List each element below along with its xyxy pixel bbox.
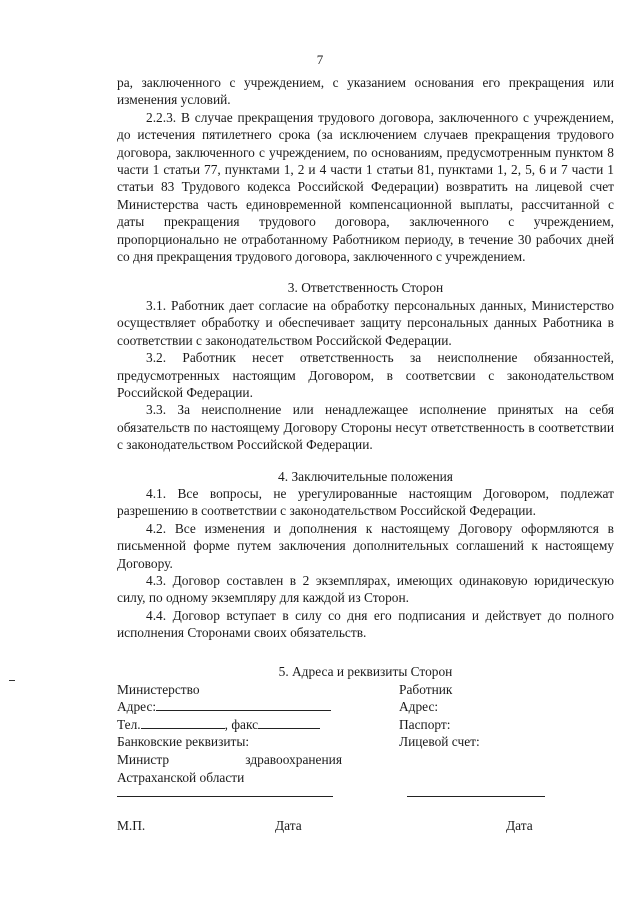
ministry-phone-label: Тел. [117,716,141,732]
worker-party-label: Работник [399,681,453,697]
ministry-party-label: Министерство [117,681,200,697]
worker-account-label: Лицевой счет: [399,734,480,750]
worker-address-label: Адрес: [399,699,439,715]
paragraph-4-1: 4.1. Все вопросы, не урегулированные настоящим Договором, подлежат разрешению в соответствии с законодательством Российской Федерации. [117,485,614,519]
document-body [117,74,614,642]
worker-requisites [399,681,614,751]
paragraph-3-1: 3.1. Работник дает согласие на обработку персональных данных, Министерство осуществляет обработку и обеспечивает защиту персональных данных Работника в соответствии с законодательством Российской Федерации. [117,297,614,348]
paragraph-continuation: ра, заключенного с учреждением, с указанием основания его прекращения или изменения условий. [117,75,614,108]
page-number: 7 [316,52,324,67]
paragraph-3-2: 3.2. Работник несет ответственность за неисполнение обязанностей, предусмотренных настоящим Договором, в соответсвии с законодательством Российской Федерации. [117,350,614,400]
worker-date-label: Дата [506,818,533,833]
section-3-title: 3. Ответственность Сторон [287,280,444,296]
paragraph-2-2-3: 2.2.3. В случае прекращения трудового договора, заключенного с учреждением, до истечения пятилетнего срока (за исключением случаев прекращения трудового договора, заключенного с учреждением, по основаниям, предусмотренным пунктом 8 части 1 статьи 77, пунктами 1, 2 и 4 части 1 статьи 81, пунктами 1, 2, 5, 6 и 7 части 1 статьи 83 Трудового кодекса Российской Федерации) возвратить на лицевой счет Министерства часть единовременной компенсационной выплаты, рассчитанной с даты прекращения трудового договора, заключенного с учреждением, пропорционально не отработанному Работником периоду, в течение 30 рабочих дней со дня прекращения трудового договора, заключенного с учреждением. [117,109,614,265]
stamp-label: М.П. [117,818,146,833]
paragraph-4-2: 4.2. Все изменения и дополнения к настоящему Договору оформляются в письменной форме путем заключения дополнительных соглашений к настоящему Договору. [117,520,614,571]
ministry-signer: Министр здравоохранения Астраханской области [117,751,342,785]
ministry-phone-blank [141,716,225,729]
section-5-title: 5. Адреса и реквизиты Сторон [278,664,453,679]
section-4-title: 4. Заключительные положения [278,468,453,484]
ministry-date-label: Дата [275,818,302,833]
worker-passport-label: Паспорт: [399,716,451,732]
ministry-address-label: Адрес: [117,699,157,715]
ministry-requisites [117,681,362,787]
ministry-signature-line [117,796,333,797]
ministry-fax-blank [258,716,320,729]
ministry-fax-label: , факс [224,716,259,732]
ministry-bank-label: Банковские реквизиты: [117,734,250,750]
ministry-address-blank [156,698,331,711]
paragraph-4-4: 4.4. Договор вступает в силу со дня его подписания и действует до полного исполнения Сторонами своих обязательств. [117,607,614,641]
worker-signature-line [407,796,545,797]
paragraph-3-3: 3.3. За неисполнение или ненадлежащее исполнение принятых на себя обязательств по настоящему Договору Стороны несут ответственность в соответствии с законодательством Российской Федерации. [117,402,614,453]
paragraph-4-3: 4.3. Договор составлен в 2 экземплярах, имеющих одинаковую юридическую силу, по одному экземпляру для каждой из Сторон. [117,572,614,606]
requisites-block [117,663,614,791]
margin-mark [9,680,15,681]
